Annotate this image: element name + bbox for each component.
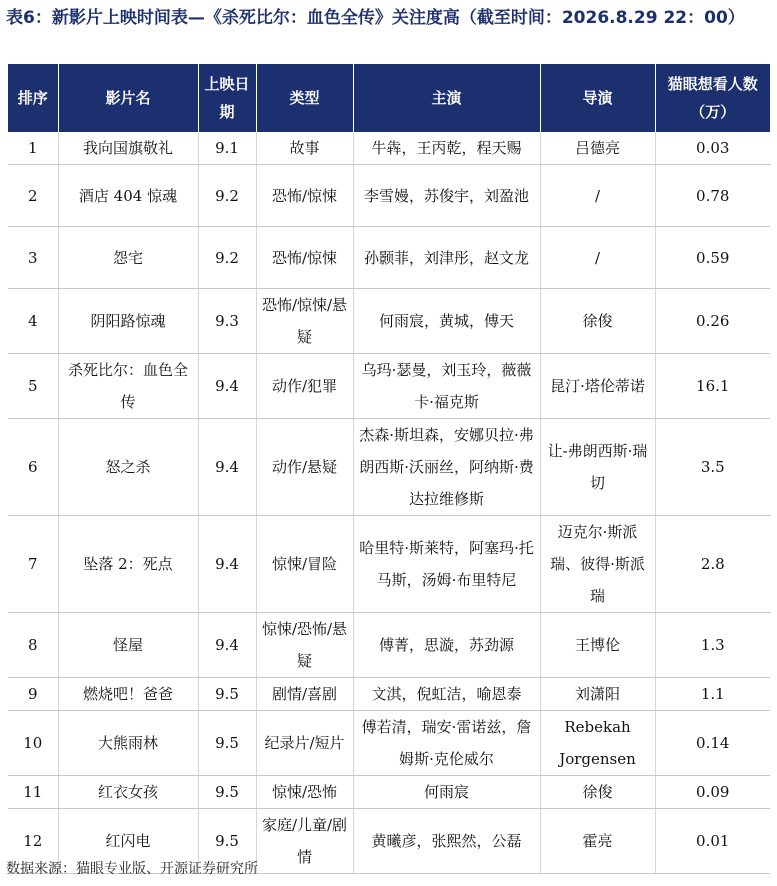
header-date: 上映日期 — [198, 64, 256, 132]
table-header-row — [8, 64, 770, 132]
cell-cast: 乌玛·瑟曼，刘玉玲，薇薇卡·福克斯 — [353, 354, 540, 419]
cell-date: 9.5 — [198, 678, 256, 711]
table-row — [8, 678, 770, 711]
table-row — [8, 227, 770, 289]
cell-date: 9.2 — [198, 165, 256, 227]
cell-director: 徐俊 — [540, 289, 655, 354]
cell-genre: 恐怖/惊悚/悬疑 — [256, 289, 353, 354]
cell-want-to-see: 0.26 — [655, 289, 770, 354]
cell-want-to-see: 1.3 — [655, 613, 770, 678]
header-rank: 排序 — [8, 64, 58, 132]
cell-film: 怪屋 — [58, 613, 198, 678]
table-row — [8, 165, 770, 227]
table-row — [8, 516, 770, 613]
cell-cast: 何雨宸，黄城，傅天 — [353, 289, 540, 354]
cell-director: 霍亮 — [540, 809, 655, 874]
cell-rank: 11 — [8, 776, 58, 809]
cell-rank: 8 — [8, 613, 58, 678]
cell-genre: 惊悚/恐怖/悬疑 — [256, 613, 353, 678]
cell-date: 9.4 — [198, 516, 256, 613]
cell-rank: 1 — [8, 132, 58, 165]
cell-genre: 剧情/喜剧 — [256, 678, 353, 711]
header-want-to-see: 猫眼想看人数（万） — [655, 64, 770, 132]
cell-date: 9.5 — [198, 809, 256, 874]
header-genre: 类型 — [256, 64, 353, 132]
cell-date: 9.1 — [198, 132, 256, 165]
cell-film: 坠落 2：死点 — [58, 516, 198, 613]
cell-cast: 哈里特·斯莱特，阿塞玛·托马斯，汤姆·布里特尼 — [353, 516, 540, 613]
cell-want-to-see: 1.1 — [655, 678, 770, 711]
cell-rank: 6 — [8, 419, 58, 516]
cell-genre: 动作/悬疑 — [256, 419, 353, 516]
table-row — [8, 711, 770, 776]
cell-want-to-see: 0.03 — [655, 132, 770, 165]
cell-director: 徐俊 — [540, 776, 655, 809]
cell-rank: 5 — [8, 354, 58, 419]
cell-want-to-see: 0.78 — [655, 165, 770, 227]
cell-cast: 孙颢菲，刘津彤，赵文龙 — [353, 227, 540, 289]
cell-film: 酒店 404 惊魂 — [58, 165, 198, 227]
cell-cast: 傅菁，思漩，苏劲源 — [353, 613, 540, 678]
cell-genre: 家庭/儿童/剧情 — [256, 809, 353, 874]
cell-director: 刘潇阳 — [540, 678, 655, 711]
cell-cast: 傅若清，瑞安·雷诺兹，詹姆斯·克伦威尔 — [353, 711, 540, 776]
cell-cast: 杰森·斯坦森，安娜贝拉·弗朗西斯·沃丽丝，阿纳斯·费达拉维修斯 — [353, 419, 540, 516]
cell-date: 9.5 — [198, 776, 256, 809]
cell-film: 大熊雨林 — [58, 711, 198, 776]
cell-director: 昆汀·塔伦蒂诺 — [540, 354, 655, 419]
source-note: 数据来源：猫眼专业版、开源证券研究所 — [6, 861, 258, 877]
header-cast: 主演 — [353, 64, 540, 132]
header-film: 影片名 — [58, 64, 198, 132]
cell-want-to-see: 0.14 — [655, 711, 770, 776]
cell-film: 怒之杀 — [58, 419, 198, 516]
table-row — [8, 419, 770, 516]
table-row — [8, 132, 770, 165]
cell-genre: 纪录片/短片 — [256, 711, 353, 776]
cell-rank: 10 — [8, 711, 58, 776]
cell-genre: 恐怖/惊悚 — [256, 165, 353, 227]
cell-genre: 恐怖/惊悚 — [256, 227, 353, 289]
table-row — [8, 289, 770, 354]
cell-cast: 何雨宸 — [353, 776, 540, 809]
cell-film: 怨宅 — [58, 227, 198, 289]
cell-film: 红闪电 — [58, 809, 198, 874]
cell-director: 吕德亮 — [540, 132, 655, 165]
cell-director: / — [540, 165, 655, 227]
table-row — [8, 354, 770, 419]
cell-genre: 惊悚/恐怖 — [256, 776, 353, 809]
cell-cast: 文淇，倪虹洁，喻恩泰 — [353, 678, 540, 711]
cell-film: 红衣女孩 — [58, 776, 198, 809]
table-title: 表6：新影片上映时间表—《杀死比尔：血色全传》关注度高（截至时间：2026.8.29 22：00） — [6, 8, 745, 28]
cell-film: 燃烧吧！爸爸 — [58, 678, 198, 711]
cell-rank: 2 — [8, 165, 58, 227]
cell-director: 迈克尔·斯派瑞、彼得·斯派瑞 — [540, 516, 655, 613]
cell-rank: 7 — [8, 516, 58, 613]
header-director: 导演 — [540, 64, 655, 132]
release-schedule-table — [8, 64, 770, 874]
cell-rank: 3 — [8, 227, 58, 289]
cell-date: 9.2 — [198, 227, 256, 289]
cell-want-to-see: 0.09 — [655, 776, 770, 809]
cell-film: 杀死比尔：血色全传 — [58, 354, 198, 419]
cell-rank: 12 — [8, 809, 58, 874]
table-body — [8, 132, 770, 874]
table-row — [8, 613, 770, 678]
cell-want-to-see: 3.5 — [655, 419, 770, 516]
cell-genre: 故事 — [256, 132, 353, 165]
cell-director: 王博伦 — [540, 613, 655, 678]
cell-genre: 动作/犯罪 — [256, 354, 353, 419]
cell-want-to-see: 0.59 — [655, 227, 770, 289]
cell-want-to-see: 2.8 — [655, 516, 770, 613]
cell-film: 阴阳路惊魂 — [58, 289, 198, 354]
cell-date: 9.4 — [198, 613, 256, 678]
cell-date: 9.5 — [198, 711, 256, 776]
cell-director: / — [540, 227, 655, 289]
cell-date: 9.4 — [198, 419, 256, 516]
cell-want-to-see: 0.01 — [655, 809, 770, 874]
cell-date: 9.4 — [198, 354, 256, 419]
cell-director: Rebekah Jorgensen — [540, 711, 655, 776]
cell-genre: 惊悚/冒险 — [256, 516, 353, 613]
cell-director: 让-弗朗西斯·瑞切 — [540, 419, 655, 516]
cell-cast: 牛犇，王丙乾，程天赐 — [353, 132, 540, 165]
cell-cast: 李雪嫚，苏俊宇，刘盈池 — [353, 165, 540, 227]
cell-rank: 4 — [8, 289, 58, 354]
cell-date: 9.3 — [198, 289, 256, 354]
cell-film: 我向国旗敬礼 — [58, 132, 198, 165]
cell-cast: 黄曦彦，张熙然，公磊 — [353, 809, 540, 874]
table-row — [8, 776, 770, 809]
cell-want-to-see: 16.1 — [655, 354, 770, 419]
cell-rank: 9 — [8, 678, 58, 711]
